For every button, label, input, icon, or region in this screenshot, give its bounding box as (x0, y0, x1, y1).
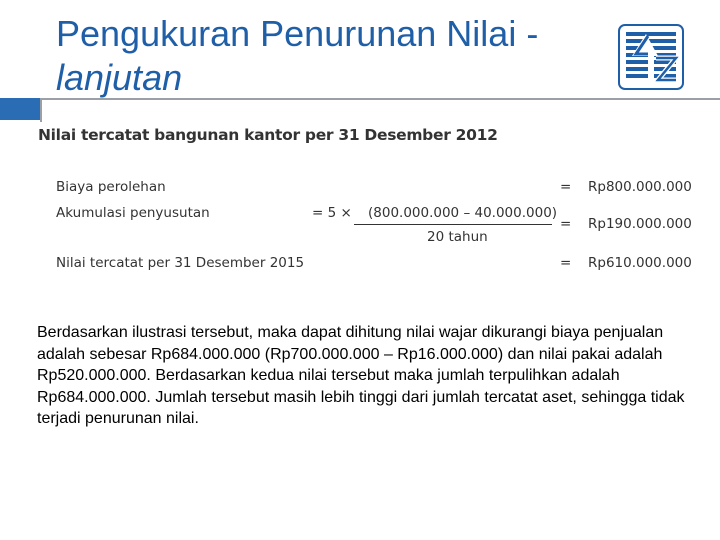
formula-prefix: = 5 × (312, 205, 352, 221)
row-equals: = (560, 216, 572, 232)
row-amount-biaya-perolehan: Rp800.000.000 (588, 179, 692, 195)
formula-numerator: (800.000.000 – 40.000.000) (368, 205, 558, 221)
title-line-2: lanjutan (56, 57, 183, 98)
formula-denominator: 20 tahun (427, 229, 488, 245)
row-label-nilai-tercatat: Nilai tercatat per 31 Desember 2015 (56, 255, 305, 271)
row-equals: = (560, 255, 572, 271)
row-equals: = (560, 179, 572, 195)
row-label-biaya-perolehan: Biaya perolehan (56, 179, 166, 195)
row-amount-nilai-tercatat: Rp610.000.000 (588, 255, 692, 271)
explanation-paragraph: Berdasarkan ilustrasi tersebut, maka dapat dihitung nilai wajar dikurangi biaya penjualan adalah sebesar Rp684.000.000 (Rp700.000.000 – Rp16.000.000) dan nilai pakai adalah Rp520.000.000. Berdasarkan kedua nilai tersebut maka jumlah terpulihkan adalah Rp684.000.000. Jumlah tersebut masih lebih tinggi dari jumlah tercatat aset, sehingga tidak terjadi penurunan nilai. (37, 324, 685, 427)
calculation-heading: Nilai tercatat bangunan kantor per 31 Desember 2012 (38, 126, 498, 144)
row-label-akumulasi-penyusutan: Akumulasi penyusutan (56, 205, 210, 221)
title-line-1: Pengukuran Penurunan Nilai - (56, 13, 539, 54)
row-amount-akumulasi-penyusutan: Rp190.000.000 (588, 216, 692, 232)
fraction-bar (354, 224, 552, 225)
